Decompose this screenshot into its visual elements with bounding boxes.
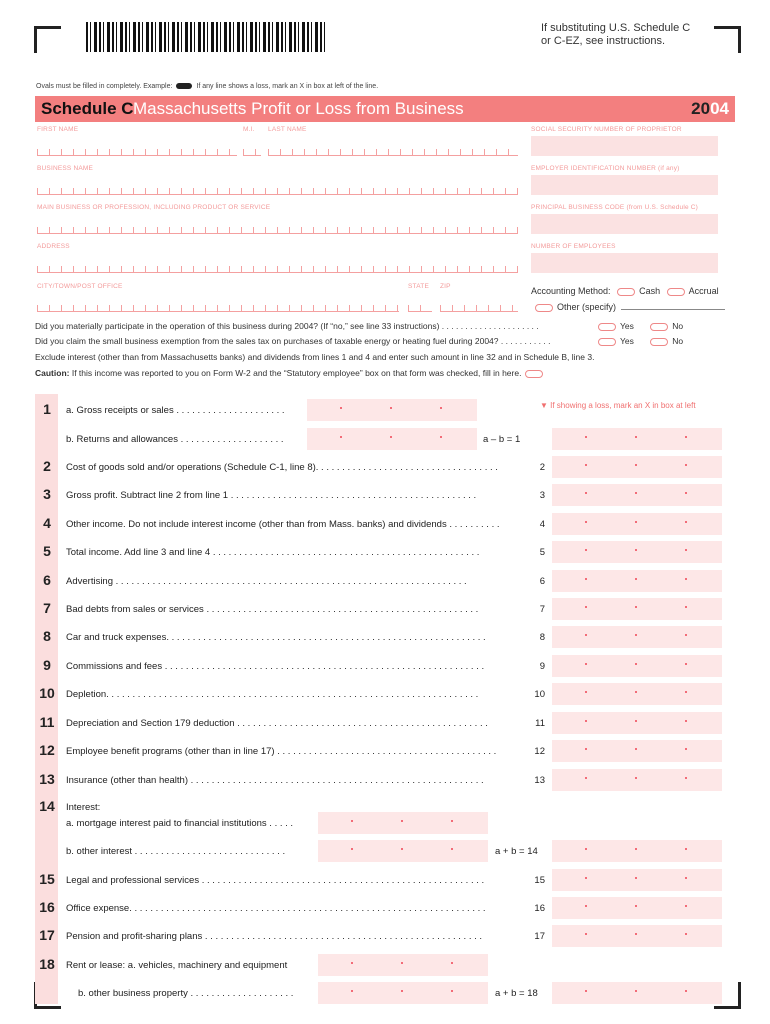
line-label: a. mortgage interest paid to financial institutions . . . . .	[66, 818, 294, 829]
amount-field[interactable]	[318, 812, 488, 834]
main-business-label: MAIN BUSINESS OR PROFESSION, INCLUDING PRODUCT OR SERVICE	[37, 204, 271, 211]
participation-no-oval[interactable]	[650, 323, 668, 331]
amount-field[interactable]	[552, 541, 722, 563]
line-number: 2	[43, 458, 51, 474]
form-header	[35, 96, 735, 122]
line-reference: 3	[539, 490, 545, 501]
ssn-label: SOCIAL SECURITY NUMBER OF PROPRIETOR	[531, 126, 682, 133]
line-reference: 4	[539, 519, 545, 530]
amount-field[interactable]	[552, 428, 722, 450]
amount-field[interactable]	[552, 570, 722, 592]
line-number: 13	[39, 771, 55, 787]
amount-field[interactable]	[552, 513, 722, 535]
question-sales-tax: Did you claim the small business exemption from the sales tax on purchases of taxable energy or heating fuel during 2004? . . . . . . . . . . .	[35, 336, 551, 346]
line-reference: 17	[534, 931, 545, 942]
amount-field[interactable]	[552, 840, 722, 862]
employees-field[interactable]	[531, 253, 718, 273]
line-label: b. other business property . . . . . . . . . . . . . . . . . . . .	[78, 988, 294, 999]
principal-code-field[interactable]	[531, 214, 718, 234]
line-label: Interest:	[66, 802, 101, 813]
amount-field[interactable]	[552, 740, 722, 762]
registration-mark-top-left	[34, 26, 61, 53]
accounting-method: Accounting Method: Cash Accrual	[531, 286, 719, 296]
zip-field[interactable]	[440, 297, 518, 312]
line-number: 18	[39, 956, 55, 972]
line-reference: 15	[534, 875, 545, 886]
amount-field[interactable]	[318, 982, 488, 1004]
ein-label: EMPLOYER IDENTIFICATION NUMBER (if any)	[531, 165, 680, 172]
form-title: Massachusetts Profit or Loss from Business	[133, 99, 464, 118]
line-label: Other income. Do not include interest income (other than from Mass. banks) and dividends . . . . . . . . . .	[66, 519, 500, 530]
state-label: STATE	[408, 283, 429, 290]
line-label: Legal and professional services . . . . . . . . . . . . . . . . . . . . . . . . . . . . . . . . . . . . . . . . . . . . . . . . . . . . . .	[66, 875, 485, 886]
line-number: 5	[43, 543, 51, 559]
amount-field[interactable]	[552, 484, 722, 506]
first-name-field[interactable]	[37, 141, 237, 156]
line-label: Cost of goods sold and/or operations (Schedule C-1, line 8). . . . . . . . . . . . . . . . . . . . . . . . . . . . . . . . . . .	[66, 462, 498, 473]
line-label: Depletion. . . . . . . . . . . . . . . . . . . . . . . . . . . . . . . . . . . . . . . . . . . . . . . . . . . . . . . . . . . . . . . . . . . . . . .	[66, 689, 479, 700]
line-label: Bad debts from sales or services . . . . . . . . . . . . . . . . . . . . . . . . . . . . . . . . . . . . . . . . . . . . . . . . . . . .	[66, 604, 479, 615]
line-label: b. Returns and allowances . . . . . . . . . . . . . . . . . . . .	[66, 434, 284, 445]
line-number: 15	[39, 871, 55, 887]
amount-field[interactable]	[307, 399, 477, 421]
participation-answers: Yes No	[594, 321, 683, 331]
other-specify-line[interactable]	[621, 309, 725, 310]
amount-field[interactable]	[552, 598, 722, 620]
last-name-label: LAST NAME	[268, 126, 307, 133]
zip-label: ZIP	[440, 283, 451, 290]
line-number: 4	[43, 515, 51, 531]
line-number: 1	[43, 401, 51, 417]
amount-field[interactable]	[552, 982, 722, 1004]
registration-mark-top-right	[714, 26, 741, 53]
exclude-interest-note: Exclude interest (other than from Massachusetts banks) and dividends from lines 1 and 4 and enter such amount in line 32 and in Schedule B, line 3.	[35, 352, 595, 362]
line-number: 17	[39, 927, 55, 943]
line-number: 7	[43, 600, 51, 616]
line-reference: 13	[534, 775, 545, 786]
city-label: CITY/TOWN/POST OFFICE	[37, 283, 123, 290]
line-label: Pension and profit-sharing plans . . . . . . . . . . . . . . . . . . . . . . . . . . . . . . . . . . . . . . . . . . . . . . . . . . . . .	[66, 931, 483, 942]
line-number: 12	[39, 742, 55, 758]
mi-label: M.I.	[243, 126, 255, 133]
amount-field[interactable]	[552, 712, 722, 734]
business-name-label: BUSINESS NAME	[37, 165, 94, 172]
line-label: b. other interest . . . . . . . . . . . . . . . . . . . . . . . . . . . . .	[66, 846, 286, 857]
line-number: 16	[39, 899, 55, 915]
loss-hint: ▼ If showing a loss, mark an X in box at left	[540, 401, 696, 410]
caution-note: Caution: If this income was reported to you on Form W-2 and the “Statutory employee” box on that form was checked, fill in here.	[35, 368, 547, 378]
amount-field[interactable]	[552, 769, 722, 791]
state-field[interactable]	[408, 297, 432, 312]
amount-field[interactable]	[552, 683, 722, 705]
address-field[interactable]	[37, 258, 518, 273]
line-reference: a + b = 14	[495, 846, 538, 857]
line-label: Car and truck expenses. . . . . . . . . . . . . . . . . . . . . . . . . . . . . . . . . . . . . . . . . . . . . . . . . . . . . . . . . . . . .	[66, 632, 486, 643]
line-label: Depreciation and Section 179 deduction . . . . . . . . . . . . . . . . . . . . . . . . . . . . . . . . . . . . . . . . . . . . . . . .	[66, 718, 488, 729]
participation-yes-oval[interactable]	[598, 323, 616, 331]
business-name-field[interactable]	[37, 180, 518, 195]
amount-field[interactable]	[552, 869, 722, 891]
line-label: Total income. Add line 3 and line 4 . . . . . . . . . . . . . . . . . . . . . . . . . . . . . . . . . . . . . . . . . . . . . . . . . . .	[66, 547, 480, 558]
ein-field[interactable]	[531, 175, 718, 195]
ovals-note: Ovals must be filled in completely. Example: If any line shows a loss, mark an X in box at left of the line.	[36, 83, 379, 90]
line-reference: 10	[534, 689, 545, 700]
line-reference: a + b = 18	[495, 988, 538, 999]
line-reference: 9	[539, 661, 545, 672]
amount-field[interactable]	[307, 428, 477, 450]
filled-oval-example	[176, 83, 192, 89]
line-number: 9	[43, 657, 51, 673]
amount-field[interactable]	[552, 925, 722, 947]
substitute-note: If substituting U.S. Schedule C or C-EZ, see instructions.	[541, 22, 691, 47]
middle-initial-field[interactable]	[243, 141, 261, 156]
line-number: 3	[43, 486, 51, 502]
statutory-employee-oval[interactable]	[525, 370, 543, 378]
line-label: Insurance (other than health) . . . . . . . . . . . . . . . . . . . . . . . . . . . . . . . . . . . . . . . . . . . . . . . . . . . . . . . .	[66, 775, 484, 786]
city-field[interactable]	[37, 297, 399, 312]
line-reference: 7	[539, 604, 545, 615]
line-reference: 8	[539, 632, 545, 643]
line-label: Rent or lease: a. vehicles, machinery and equipment	[66, 960, 288, 971]
line-label: a. Gross receipts or sales . . . . . . . . . . . . . . . . . . . . .	[66, 405, 285, 416]
line-reference: 12	[534, 746, 545, 757]
schedule-label: Schedule C	[41, 99, 134, 118]
line-number: 14	[39, 798, 55, 814]
employees-label: NUMBER OF EMPLOYEES	[531, 243, 616, 250]
line-label: Advertising . . . . . . . . . . . . . . . . . . . . . . . . . . . . . . . . . . . . . . . . . . . . . . . . . . . . . . . . . . . . . . . . . . .	[66, 576, 467, 587]
other-oval[interactable]	[535, 304, 553, 312]
ssn-field[interactable]	[531, 136, 718, 156]
sales-tax-answers: Yes No	[594, 336, 683, 346]
line-reference: 5	[539, 547, 545, 558]
line-label: Commissions and fees . . . . . . . . . . . . . . . . . . . . . . . . . . . . . . . . . . . . . . . . . . . . . . . . . . . . . . . . . . . . .	[66, 661, 485, 672]
principal-code-label: PRINCIPAL BUSINESS CODE (from U.S. Schedule C)	[531, 204, 699, 211]
amount-field[interactable]	[552, 626, 722, 648]
amount-field[interactable]	[318, 840, 488, 862]
line-label: Gross profit. Subtract line 2 from line 1 . . . . . . . . . . . . . . . . . . . . . . . . . . . . . . . . . . . . . . . . . . . . . . .	[66, 490, 477, 501]
accounting-other: Other (specify)	[531, 302, 725, 312]
line-number: 8	[43, 628, 51, 644]
sales-tax-no-oval[interactable]	[650, 338, 668, 346]
cash-oval[interactable]	[617, 288, 635, 296]
question-participation: Did you materially participate in the operation of this business during 2004? (If “no,” see line 33 instructions) . . . . . . . . . . . . . . . . . . . . .	[35, 321, 539, 331]
line-number: 6	[43, 572, 51, 588]
line-reference: 2	[539, 462, 545, 473]
line-label: Office expense. . . . . . . . . . . . . . . . . . . . . . . . . . . . . . . . . . . . . . . . . . . . . . . . . . . . . . . . . . . . . . . . . . . .	[66, 903, 486, 914]
line-label: Employee benefit programs (other than in line 17) . . . . . . . . . . . . . . . . . . . . . . . . . . . . . . . . . . . . . . . . . .	[66, 746, 497, 757]
line-number: 11	[39, 714, 55, 730]
line-reference: 6	[539, 576, 545, 587]
line-reference: 11	[535, 718, 545, 729]
amount-field[interactable]	[318, 954, 488, 976]
tax-year: 2004	[691, 99, 729, 118]
barcode	[86, 22, 326, 52]
main-business-field[interactable]	[37, 219, 518, 234]
address-label: ADDRESS	[37, 243, 70, 250]
amount-field[interactable]	[552, 897, 722, 919]
line-number: 10	[39, 685, 55, 701]
accrual-oval[interactable]	[667, 288, 685, 296]
first-name-label: FIRST NAME	[37, 126, 79, 133]
amount-field[interactable]	[552, 456, 722, 478]
last-name-field[interactable]	[268, 141, 518, 156]
line-reference: 16	[534, 903, 545, 914]
sales-tax-yes-oval[interactable]	[598, 338, 616, 346]
amount-field[interactable]	[552, 655, 722, 677]
line-reference: a – b = 1	[483, 434, 521, 445]
